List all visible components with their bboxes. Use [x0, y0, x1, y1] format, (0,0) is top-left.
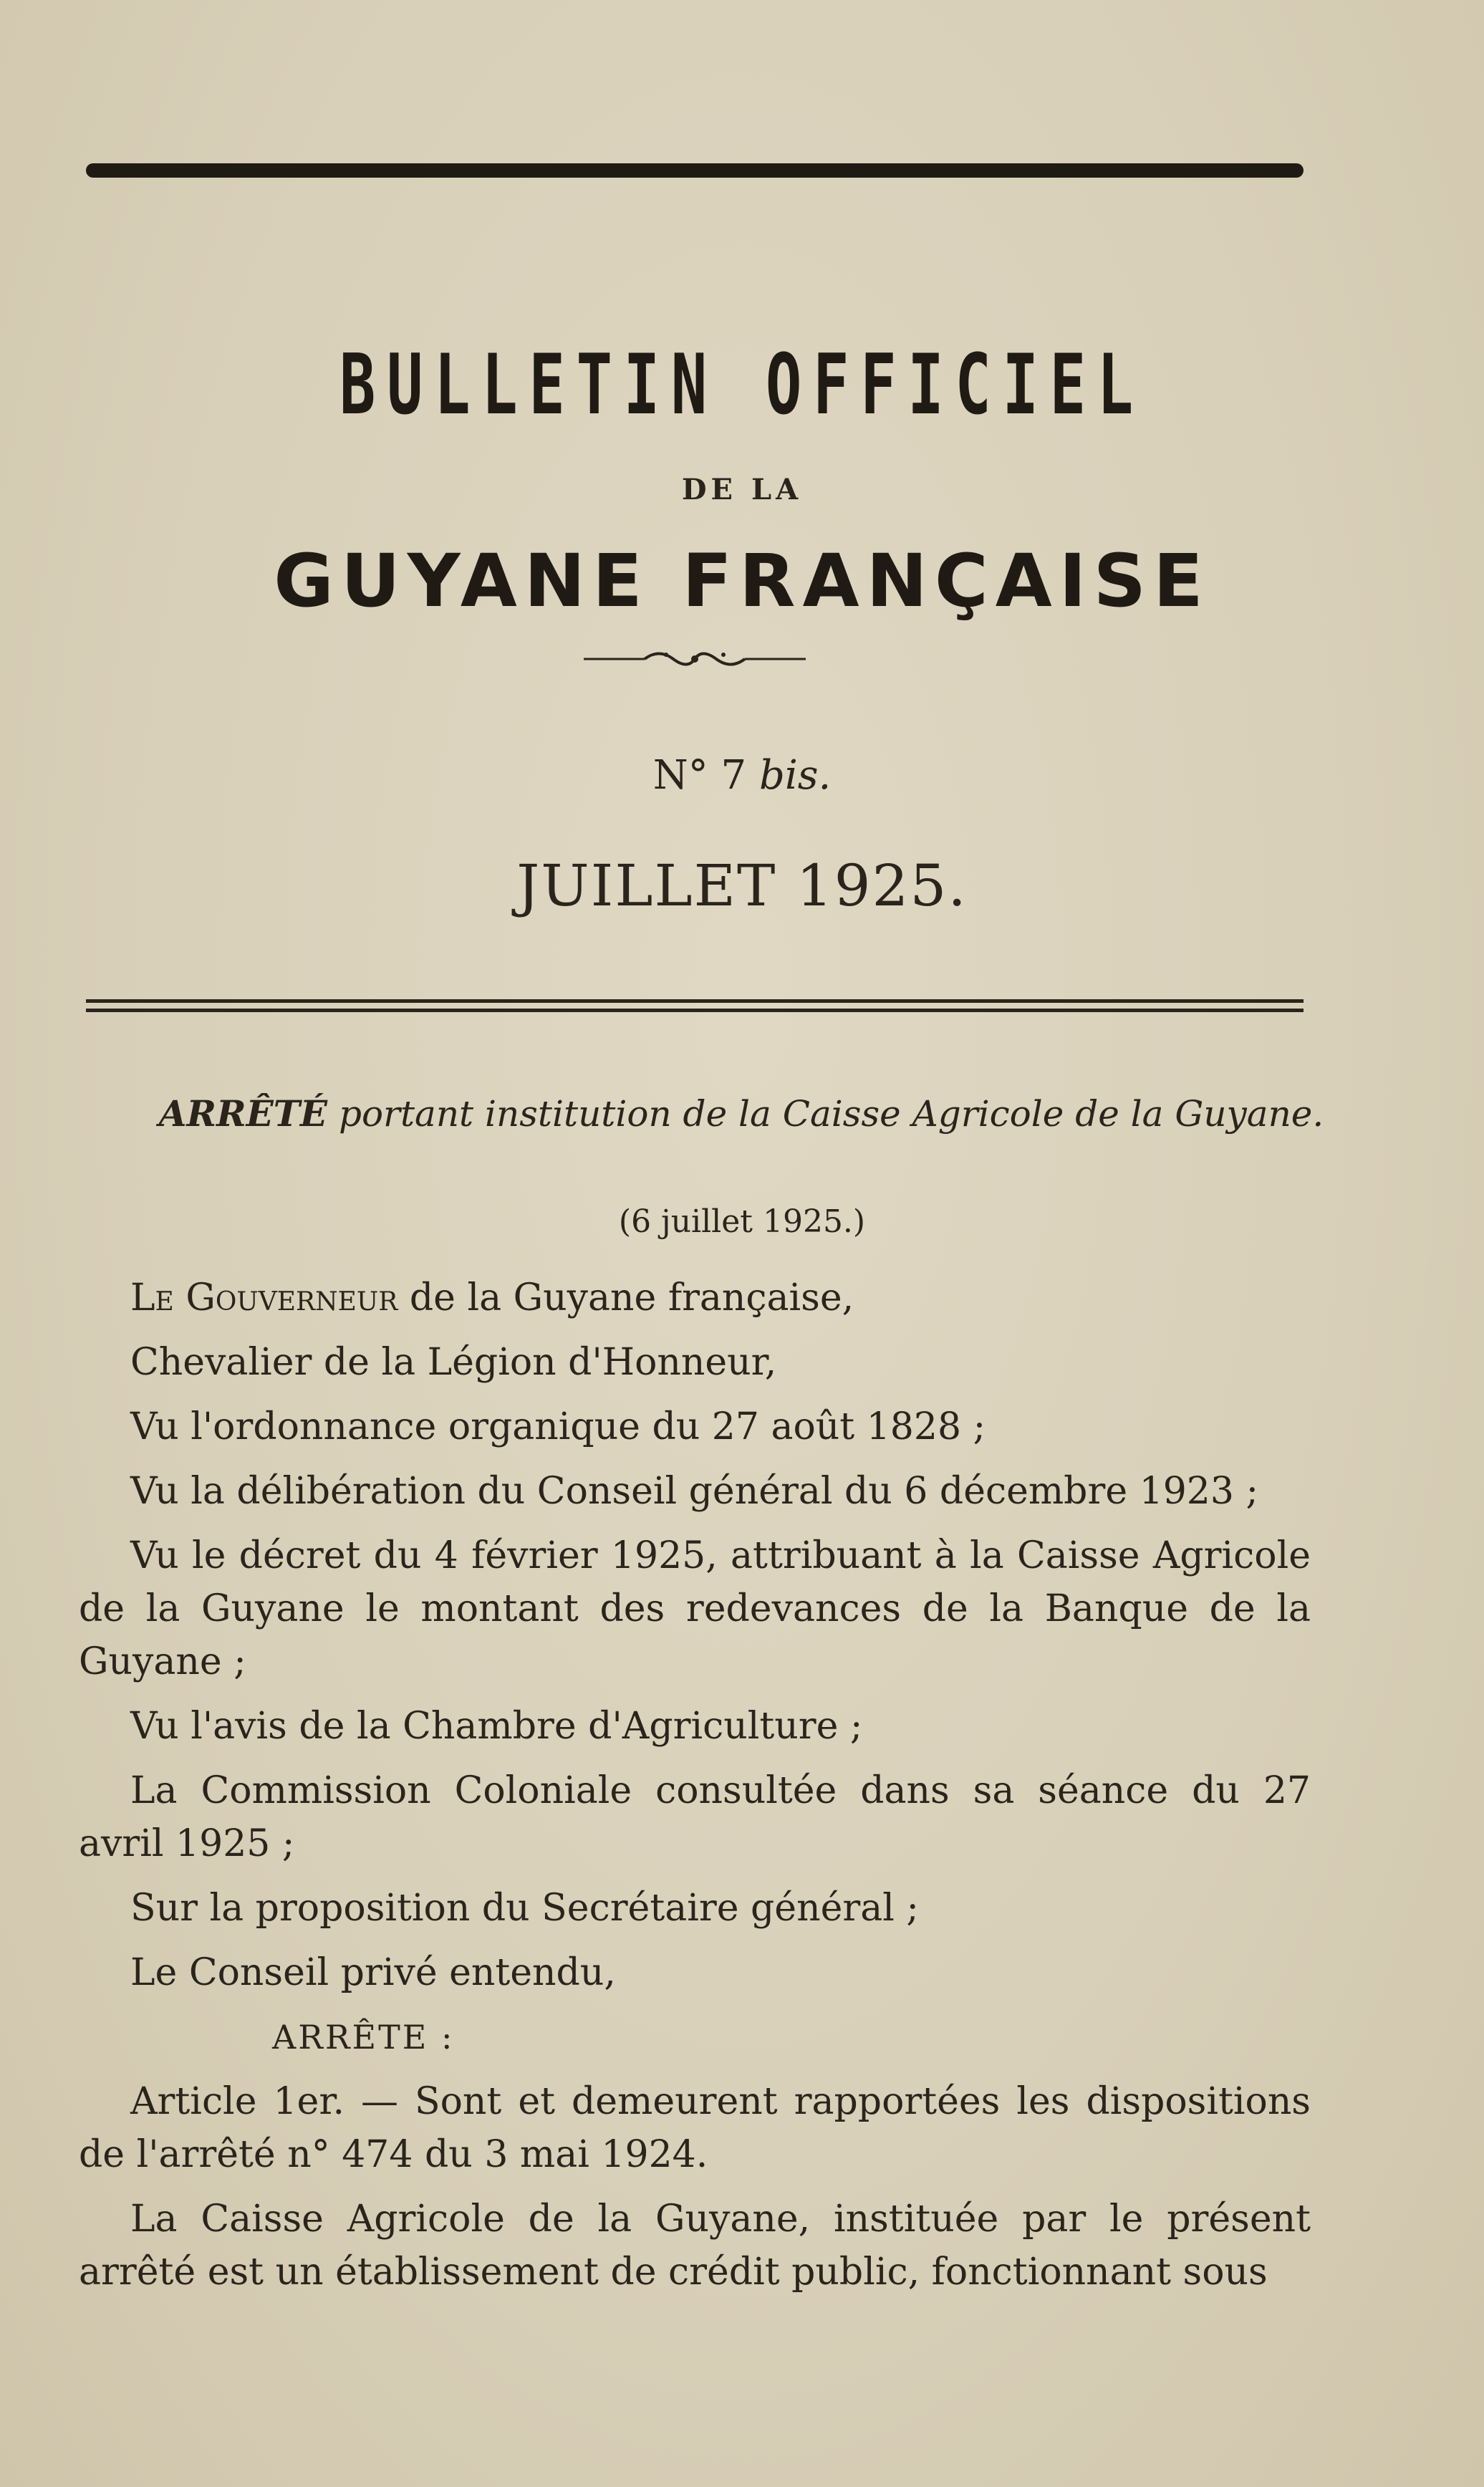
deliberation-line: Vu la délibération du Conseil général du 6 décembre 1923 ;	[130, 1470, 1259, 1513]
heading-lead: ARRÊTÉ	[158, 1092, 328, 1135]
proposition-line: Sur la proposition du Secrétaire général ;	[130, 1887, 919, 1930]
decret-paragraph: Vu le décret du 4 février 1925, attribuant à la Caisse Agricole de la Guyane le montant des redevances de la Banque de la Guyane ;	[79, 1534, 1311, 1683]
bulletin-subtitle: DE LA	[681, 473, 803, 506]
region-title: GUYANE FRANÇAISE	[274, 539, 1210, 624]
conseil-line: Le Conseil privé entendu,	[130, 1951, 616, 1994]
article-body	[79, 1271, 1311, 2310]
issue-number	[0, 752, 1484, 799]
governor-rest: de la Guyane française,	[398, 1276, 854, 1319]
top-rule	[86, 163, 1304, 178]
ordonnance-line: Vu l'ordonnance organique du 27 août 1828 ;	[130, 1405, 986, 1448]
issue-suffix: bis.	[758, 752, 832, 799]
caisse-paragraph: La Caisse Agricole de la Guyane, instituée par le présent arrêté est un établissement de crédit public, fonctionnant sous	[79, 2198, 1311, 2294]
chevalier-line: Chevalier de la Légion d'Honneur,	[130, 1341, 777, 1384]
avis-line: Vu l'avis de la Chambre d'Agriculture ;	[130, 1705, 863, 1748]
ornament-flourish-icon	[580, 645, 809, 673]
issue-date: JUILLET 1925.	[516, 852, 968, 919]
article-date: (6 juillet 1925.)	[618, 1203, 866, 1240]
bulletin-title: BULLETIN OFFICIEL	[339, 337, 1145, 433]
article-heading	[115, 1089, 1368, 1139]
governor-line	[79, 1271, 1311, 1324]
arrete-heading: ARRÊTE :	[272, 2018, 455, 2057]
commission-paragraph: La Commission Coloniale consultée dans sa séance du 27 avril 1925 ;	[79, 1769, 1311, 1865]
issue-prefix: N° 7	[652, 752, 747, 799]
double-rule	[86, 999, 1304, 1012]
article-1-paragraph: Article 1er. — Sont et demeurent rapportées les dispositions de l'arrêté n° 474 du 3 mai 1924.	[79, 2080, 1311, 2176]
governor-lead: Le Gouverneur	[130, 1276, 398, 1319]
heading-rest: portant institution de la Caisse Agricole de la Guyane.	[327, 1093, 1324, 1135]
